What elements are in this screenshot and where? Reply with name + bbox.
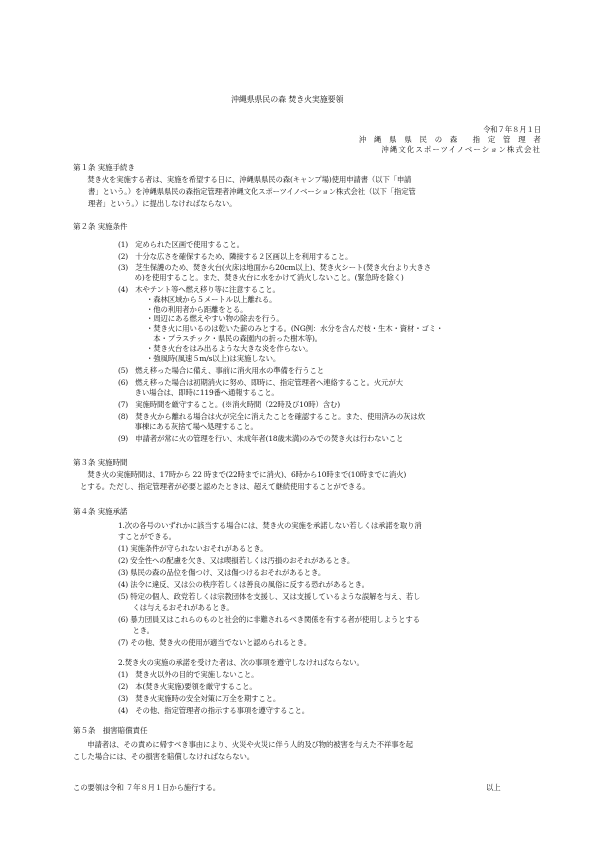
article-4-item-1: (1) 実施条件が守られないおそれがあるとき。 bbox=[118, 544, 268, 553]
article-1-line-1: 焚き火を実施する者は、実施を希望する日に、沖縄県県民の森(キャンプ場)使用申請書（以下「申請 bbox=[80, 175, 412, 184]
article-2-item-5: (5) 燃え移った場合に備え、事前に消火用水の準備を行うこと bbox=[118, 366, 324, 375]
article-1-line-3: 理者」という。）に提出しなければならない。 bbox=[88, 199, 237, 208]
article-4-item-6-cont: とき。 bbox=[118, 626, 154, 635]
article-2-item-4-bullet-4-cont: 本・プラスチック・県民の森園内の折った樹木等)。 bbox=[146, 334, 322, 343]
article-4-p2-item-4: (4) その他、指定管理者の指示する事項を遵守すること。 bbox=[118, 706, 310, 715]
article-2-item-4-bullet-1: ・森林区域から５メートル以上離れる。 bbox=[146, 295, 277, 304]
article-2-item-3: (3) 芝生保護のため、焚き火台(火床は地面から20cm以上)、焚き火シート(焚き火台より大きさ bbox=[118, 263, 432, 272]
article-4-item-6: (6) 暴力団員又はこれらのものと社会的に非難されるべき関係を有する者が使用しようとする bbox=[118, 615, 420, 624]
article-4-paragraph-2: 2.焚き火の実施の承諾を受けた者は、次の事項を遵守しなければならない。 bbox=[118, 658, 364, 667]
article-2-item-4-bullet-4: ・焚き火に用いるのは乾いた薪のみとする。(NG例：水分を含んだ枝・生木・資材・ゴミ・ bbox=[146, 324, 444, 333]
article-2-item-8-cont: 事棟にある灰捨て場へ処理すること。 bbox=[118, 422, 258, 431]
article-2-heading: 第２条 実施条件 bbox=[73, 222, 128, 231]
article-2-item-4-bullet-3: ・周辺にある燃えやすい物の除去を行う。 bbox=[146, 314, 284, 323]
article-2-item-4-bullet-2: ・他の利用者から距離をとる。 bbox=[146, 305, 248, 314]
article-4-item-4: (4) 法令に違反、又は公の秩序若しくは善良の風俗に反する恐れがあるとき。 bbox=[118, 580, 369, 589]
article-3-line-1: 焚き火の実施時間は、17時から 22 時まで(22時までに消火)、6時から10時まで(10時までに消火) bbox=[80, 470, 407, 479]
article-2-item-4-bullet-5: ・焚き火台をはみ出るような大きな炎を作らない。 bbox=[146, 344, 313, 353]
article-4-p2-item-2: (2) 本(焚き火実施)要領を厳守すること。 bbox=[118, 682, 257, 691]
organization-line-1: 沖 縄 県 県 民 の 森 指 定 管 理 者 bbox=[358, 135, 541, 144]
article-5-line-2: こした場合には、その損害を賠償しなければならない。 bbox=[73, 752, 255, 761]
article-4-p2-item-1: (1) 焚き火以外の目的で実施しないこと。 bbox=[118, 670, 259, 679]
article-2-item-2: (2) 十分な広さを確保するため、隣接する２区画以上を利用すること。 bbox=[118, 252, 353, 261]
article-1-heading: 第１条 実施手続き bbox=[73, 163, 135, 172]
article-2-item-4-bullet-6: ・強風時(風速５m/s以上)は実施しない。 bbox=[146, 354, 281, 363]
document-title: 沖縄県県民の森 焚き火実施要領 bbox=[231, 95, 344, 104]
article-4-item-5-cont: くは与えるおそれがあるとき。 bbox=[118, 603, 234, 612]
article-2-item-1: (1) 定められた区画で使用すること。 bbox=[118, 240, 244, 249]
article-4-item-7: (7) その他、焚き火の使用が適当でないと認められるとき。 bbox=[118, 638, 311, 647]
closing-mark: 以上 bbox=[486, 783, 501, 792]
article-4-paragraph-1: 1.次の各号のいずれかに該当する場合には、焚き火の実施を承諾しない若しくは承諾を取り消 bbox=[118, 521, 422, 530]
article-4-p2-item-3: (3) 焚き火実施時の安全対策に万全を期すこと。 bbox=[118, 694, 281, 703]
organization-line-2: 沖縄文化スポーツイノベーション株式会社 bbox=[381, 145, 541, 154]
issue-date: 令和７年８月１日 bbox=[483, 125, 541, 134]
article-1-line-2: 書」という。）を沖縄県県民の森指定管理者沖縄文化スポーツイノベーション株式会社（以下「指定管 bbox=[88, 187, 416, 196]
article-2-item-7: (7) 実施時間を厳守すること。(※消火時間（22時及び10時）含む) bbox=[118, 400, 340, 409]
article-4-paragraph-1-cont: すことができる。 bbox=[118, 532, 176, 541]
article-2-item-9: (9) 申請者が常に火の管理を行い、未成年者(18歳未満)のみでの焚き火は行わないこと bbox=[118, 434, 404, 443]
article-2-item-8: (8) 焚き火から離れる場合は火が完全に消えたことを確認すること。また、使用済みの灰は炊 bbox=[118, 412, 425, 421]
article-2-item-3-cont: め)を使用すること。また、焚き火台に水をかけて消火しないこと。(緊急時を除く) bbox=[118, 273, 404, 282]
article-3-heading: 第３条 実施時間 bbox=[73, 458, 128, 467]
article-2-item-6-cont: きい場合は、即時に119番へ通報すること。 bbox=[118, 388, 279, 397]
article-2-item-4: (4) 木やテント等へ燃え移り等に注意すること。 bbox=[118, 285, 280, 294]
article-3-line-2: とする。ただし、指定管理者が必要と認めたときは、超えて継続使用することができる。 bbox=[80, 482, 370, 491]
article-4-item-2: (2) 安全性への配慮を欠き、又は喫損若しくは汚損のおそれがあるとき。 bbox=[118, 556, 355, 565]
article-5-line-1: 申請者は、その責めに帰すべき事由により、火災や火災に伴う人的及び物的被害を与えた不祥事を起 bbox=[80, 740, 413, 749]
article-2-item-6: (6) 燃え移った場合は初期消火に努め、即時に、指定管理者へ連絡すること。火元が大 bbox=[118, 378, 403, 387]
enforcement-statement: この要領は令和 ７年８月１日から施行する。 bbox=[73, 783, 221, 792]
article-4-item-5: (5) 特定の個人、政党若しくは宗教団体を支援し、又は支援しているような誤解を与え、若し bbox=[118, 592, 421, 601]
article-5-heading: 第５条 損害賠償責任 bbox=[73, 726, 148, 735]
article-4-heading: 第４条 実施承諾 bbox=[73, 507, 128, 516]
article-4-item-3: (3) 県民の森の品位を傷つけ、又は傷つけるおそれがあるとき。 bbox=[118, 568, 326, 577]
